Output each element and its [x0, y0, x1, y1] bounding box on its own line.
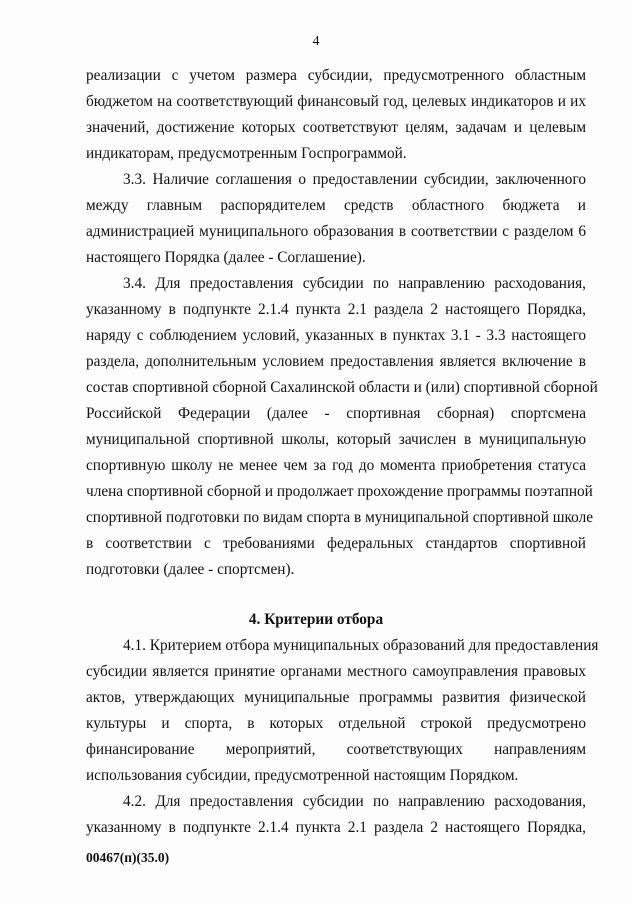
text-line: реализации с учетом размера субсидии, предусмотренного областным: [86, 67, 586, 84]
text-line: настоящего Порядка (далее - Соглашение).: [86, 249, 366, 266]
text-line: субсидии является принятие органами местного самоуправления правовых: [86, 663, 586, 680]
paragraph-start-4-1: 4.1. Критерием отбора муниципальных образований для предоставления: [123, 637, 599, 654]
text-line: Российской Федерации (далее - спортивная сборная) спортсмена: [86, 405, 586, 422]
text-line: значений, достижение которых соответствуют целям, задачам и целевым: [86, 119, 586, 136]
section-heading: 4. Критерии отбора: [248, 611, 384, 628]
text-line: культуры и спорта, в которых отдельной строкой предусмотрено: [86, 715, 586, 732]
text-line: указанному в подпункте 2.1.4 пункта 2.1 раздела 2 настоящего Порядка,: [86, 301, 586, 318]
text-line: наряду с соблюдением условий, указанных в пунктах 3.1 - 3.3 настоящего: [86, 327, 586, 344]
text-line: бюджетом на соответствующий финансовый год, целевых индикаторов и их: [86, 93, 586, 110]
paragraph-start-3-3: 3.3. Наличие соглашения о предоставлении субсидии, заключенного: [123, 171, 586, 188]
text-line: указанному в подпункте 2.1.4 пункта 2.1 раздела 2 настоящего Порядка,: [86, 819, 586, 836]
text-line: члена спортивной сборной и продолжает прохождение программы поэтапной: [86, 483, 593, 500]
text-line: использования субсидии, предусмотренной настоящим Порядком.: [86, 767, 519, 784]
paragraph-start-3-4: 3.4. Для предоставления субсидии по направлению расходования,: [123, 275, 586, 292]
text-line: в соответствии с требованиями федеральных стандартов спортивной: [86, 535, 586, 552]
document-code: 00467(п)(35.0): [86, 850, 170, 865]
text-line: индикаторам, предусмотренным Госпрограммой.: [86, 145, 407, 162]
text-line: подготовки (далее - спортсмен).: [86, 561, 295, 578]
text-line: финансирование мероприятий, соответствующих направлениям: [86, 741, 586, 758]
text-line: спортивной подготовки по видам спорта в муниципальной спортивной школе: [86, 509, 594, 526]
paragraph-start-4-2: 4.2. Для предоставления субсидии по направлению расходования,: [123, 793, 586, 810]
text-line: спортивную школу не менее чем за год до момента приобретения статуса: [86, 457, 586, 474]
text-line: раздела, дополнительным условием предоставления является включение в: [86, 353, 586, 370]
text-line: между главным распорядителем средств областного бюджета и: [86, 197, 586, 214]
text-line: администрацией муниципального образования в соответствии с разделом 6: [86, 223, 586, 240]
text-line: муниципальной спортивной школы, который зачислен в муниципальную: [86, 431, 586, 448]
page-number: 4: [312, 34, 320, 49]
text-line: актов, утверждающих муниципальные программы развития физической: [86, 689, 586, 706]
text-line: состав спортивной сборной Сахалинской области и (или) спортивной сборной: [86, 379, 598, 396]
